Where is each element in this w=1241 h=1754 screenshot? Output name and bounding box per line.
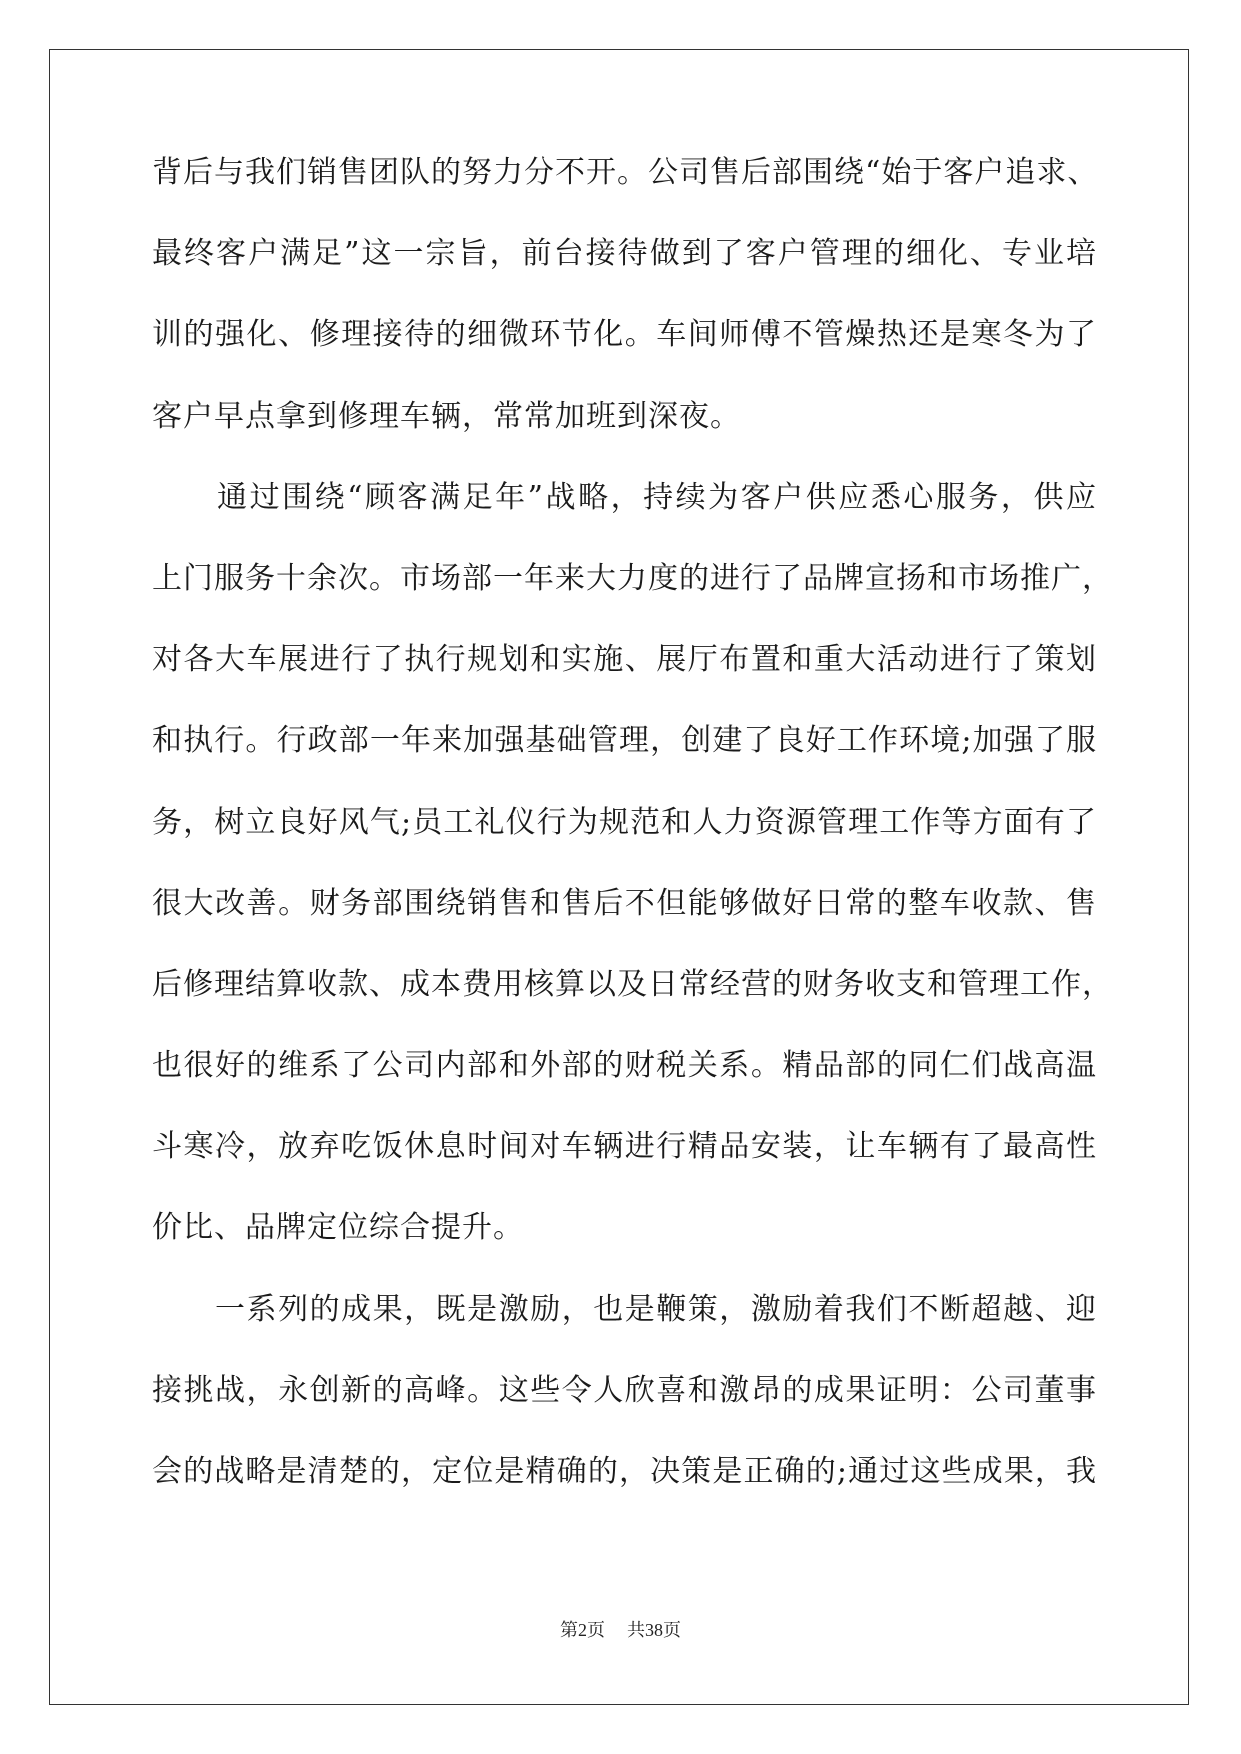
text-line: 价比、品牌定位综合提升。 [152, 1210, 524, 1246]
text-line: 务，树立良好风气;员工礼仪行为规范和人力资源管理工作等方面有了 [152, 804, 1097, 840]
text-line: 最终客户满足”这一宗旨，前台接待做到了客户管理的细化、专业培 [152, 236, 1097, 272]
text-line: 对各大车展进行了执行规划和实施、展厅布置和重大活动进行了策划 [152, 642, 1097, 678]
text-line: 接挑战，永创新的高峰。这些令人欣喜和激昂的成果证明：公司董事 [152, 1372, 1097, 1408]
text-line: 也很好的维系了公司内部和外部的财税关系。精品部的同仁们战高温 [152, 1048, 1097, 1084]
document-body [152, 155, 1113, 1538]
text-line: 后修理结算收款、成本费用核算以及日常经营的财务收支和管理工作， [152, 966, 1113, 1002]
text-line: 很大改善。财务部围绕销售和售后不但能够做好日常的整车收款、售 [152, 885, 1097, 921]
text-line: 和执行。行政部一年来加强基础管理，创建了良好工作环境;加强了服 [152, 723, 1097, 759]
text-line: 背后与我们销售团队的努力分不开。公司售后部围绕“始于客户追求、 [152, 155, 1099, 190]
page-total: 共38页 [627, 1620, 681, 1640]
page-footer [0, 1616, 1241, 1642]
text-line: 斗寒冷，放弃吃饭休息时间对车辆进行精品安装，让车辆有了最高性 [152, 1129, 1097, 1165]
text-line: 上门服务十余次。市场部一年来大力度的进行了品牌宣扬和市场推广， [152, 560, 1113, 596]
text-line: 训的强化、修理接待的细微环节化。车间师傅不管燥热还是寒冬为了 [152, 317, 1097, 353]
text-line: 客户早点拿到修理车辆，常常加班到深夜。 [152, 398, 741, 434]
text-line: 会的战略是清楚的，定位是精确的，决策是正确的;通过这些成果，我 [152, 1454, 1097, 1489]
page-number: 第2页 [560, 1620, 605, 1640]
text-line: 通过围绕“顾客满足年”战略，持续为客户供应悉心服务，供应 [152, 479, 1097, 515]
text-line: 一系列的成果，既是激励，也是鞭策，激励着我们不断超越、迎 [152, 1291, 1097, 1327]
